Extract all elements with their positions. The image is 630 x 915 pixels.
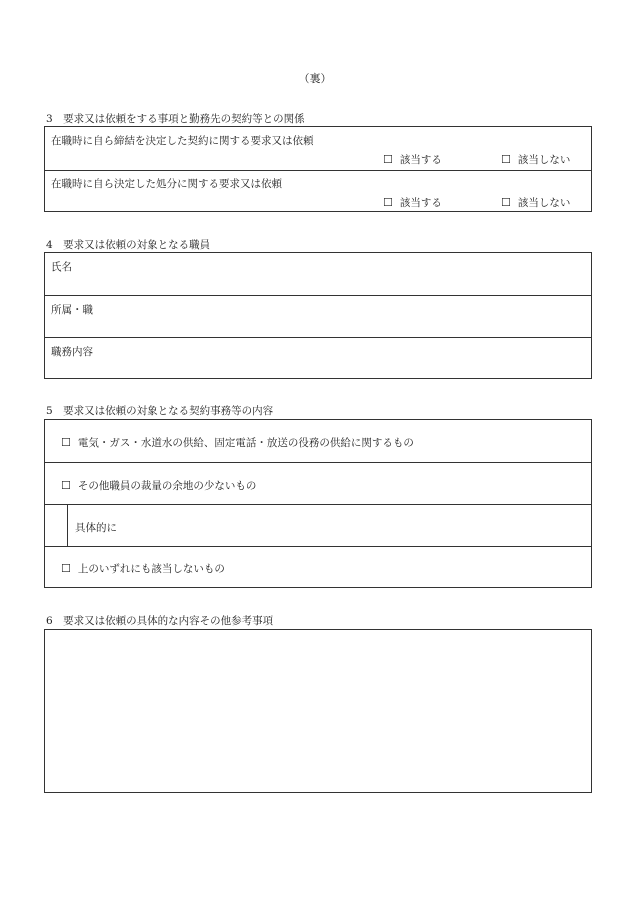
low-discretion-option[interactable]: ☐ その他職員の裁量の余地の少ないもの xyxy=(61,479,257,492)
disposition-relation-yes-option[interactable]: ☐ 該当する xyxy=(383,196,442,209)
checkbox-icon[interactable]: ☐ xyxy=(501,196,511,209)
disposition-relation-row xyxy=(45,170,591,211)
low-discretion-option-row[interactable] xyxy=(45,462,591,504)
section-5-title: 5 要求又は依頼の対象となる契約事務等の内容 xyxy=(46,405,274,417)
none-applicable-option-row[interactable] xyxy=(45,546,591,587)
section-3-title: 3 要求又は依頼をする事項と勤務先の契約等との関係 xyxy=(46,113,305,125)
employee-duties-label: 職務内容 xyxy=(51,346,93,358)
section-4-table xyxy=(44,252,592,379)
contract-relation-no-option[interactable]: ☐ 該当しない xyxy=(501,153,571,166)
employee-affiliation-row[interactable] xyxy=(45,295,591,337)
employee-affiliation-label: 所属・職 xyxy=(51,304,93,316)
employee-name-label: 氏名 xyxy=(51,261,72,273)
contract-relation-label: 在職時に自ら締結を決定した契約に関する要求又は依頼 xyxy=(51,135,314,147)
utility-supply-option-row[interactable] xyxy=(45,420,591,462)
none-applicable-option[interactable]: ☐ 上のいずれにも該当しないもの xyxy=(61,562,225,575)
section-4-title: 4 要求又は依頼の対象となる職員 xyxy=(46,239,211,251)
section-3-table xyxy=(44,126,592,212)
checkbox-icon[interactable]: ☐ xyxy=(61,436,71,449)
contract-relation-yes-option[interactable]: ☐ 該当する xyxy=(383,153,442,166)
checkbox-icon[interactable]: ☐ xyxy=(61,562,71,575)
checkbox-icon[interactable]: ☐ xyxy=(501,153,511,166)
checkbox-icon[interactable]: ☐ xyxy=(383,153,393,166)
employee-duties-row[interactable] xyxy=(45,337,591,378)
page-side-label: （裏） xyxy=(298,72,332,85)
utility-supply-option[interactable]: ☐ 電気・ガス・水道水の供給、固定電話・放送の役務の供給に関するもの xyxy=(61,436,414,449)
employee-name-row[interactable] xyxy=(45,253,591,295)
contract-relation-row xyxy=(45,127,591,170)
indent-divider xyxy=(67,505,68,546)
reference-details-box[interactable] xyxy=(44,629,592,793)
disposition-relation-no-option[interactable]: ☐ 該当しない xyxy=(501,196,571,209)
section-6-title: 6 要求又は依頼の具体的な内容その他参考事項 xyxy=(46,615,274,627)
specific-detail-row[interactable] xyxy=(45,504,591,546)
disposition-relation-label: 在職時に自ら決定した処分に関する要求又は依頼 xyxy=(51,178,282,190)
specific-detail-label: 具体的に xyxy=(75,522,117,534)
checkbox-icon[interactable]: ☐ xyxy=(383,196,393,209)
checkbox-icon[interactable]: ☐ xyxy=(61,479,71,492)
section-5-table xyxy=(44,419,592,588)
